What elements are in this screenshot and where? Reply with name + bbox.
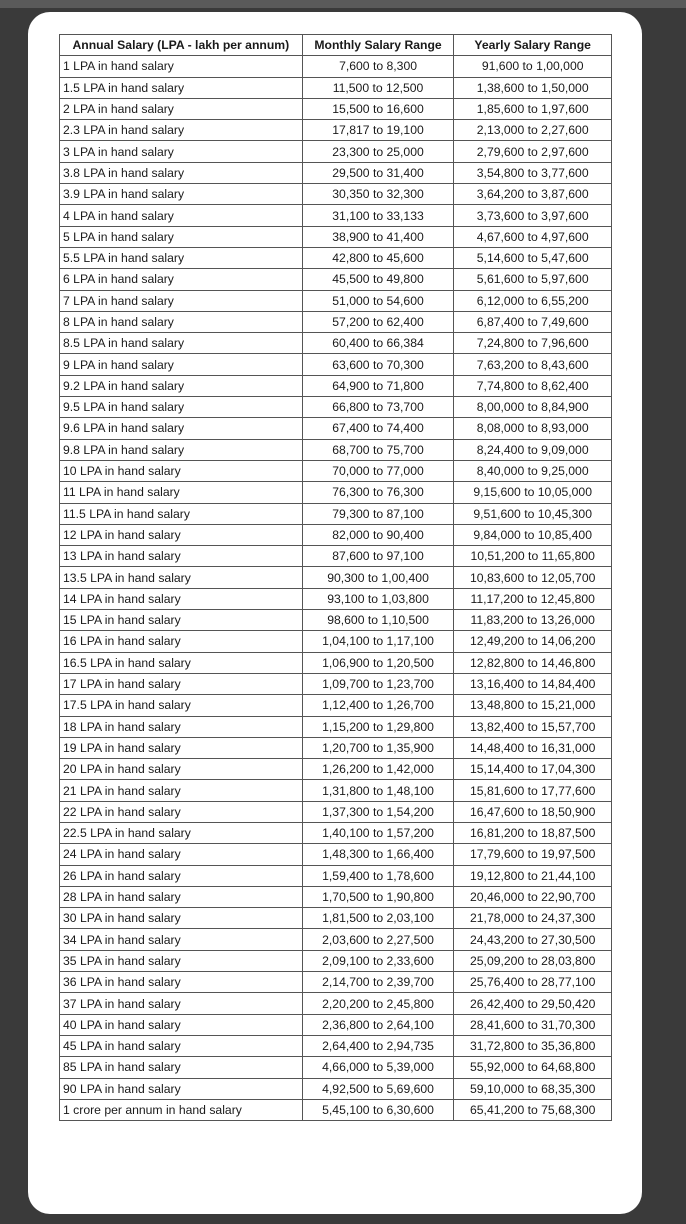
cell-monthly-range: 2,36,800 to 2,64,100 [302, 1014, 454, 1035]
table-row [60, 439, 612, 460]
top-strip [0, 0, 686, 8]
cell-yearly-range: 11,83,200 to 13,26,000 [454, 610, 612, 631]
cell-monthly-range: 2,14,700 to 2,39,700 [302, 972, 454, 993]
cell-monthly-range: 57,200 to 62,400 [302, 311, 454, 332]
cell-yearly-range: 31,72,800 to 35,36,800 [454, 1035, 612, 1056]
salary-table [59, 34, 612, 1121]
table-row [60, 610, 612, 631]
cell-annual-salary: 35 LPA in hand salary [60, 950, 303, 971]
table-row [60, 1078, 612, 1099]
table-row [60, 929, 612, 950]
cell-monthly-range: 1,09,700 to 1,23,700 [302, 673, 454, 694]
table-row [60, 460, 612, 481]
cell-annual-salary: 34 LPA in hand salary [60, 929, 303, 950]
cell-yearly-range: 3,64,200 to 3,87,600 [454, 184, 612, 205]
cell-yearly-range: 1,85,600 to 1,97,600 [454, 98, 612, 119]
table-row [60, 865, 612, 886]
cell-monthly-range: 1,15,200 to 1,29,800 [302, 716, 454, 737]
table-row [60, 972, 612, 993]
cell-monthly-range: 23,300 to 25,000 [302, 141, 454, 162]
cell-yearly-range: 8,00,000 to 8,84,900 [454, 397, 612, 418]
table-row [60, 886, 612, 907]
table-row [60, 120, 612, 141]
cell-annual-salary: 1.5 LPA in hand salary [60, 77, 303, 98]
cell-monthly-range: 93,100 to 1,03,800 [302, 588, 454, 609]
table-row [60, 247, 612, 268]
table-row [60, 737, 612, 758]
cell-monthly-range: 90,300 to 1,00,400 [302, 567, 454, 588]
cell-yearly-range: 59,10,000 to 68,35,300 [454, 1078, 612, 1099]
table-row [60, 950, 612, 971]
cell-yearly-range: 5,14,600 to 5,47,600 [454, 247, 612, 268]
cell-yearly-range: 13,16,400 to 14,84,400 [454, 673, 612, 694]
cell-annual-salary: 37 LPA in hand salary [60, 993, 303, 1014]
cell-yearly-range: 7,74,800 to 8,62,400 [454, 375, 612, 396]
cell-annual-salary: 9.2 LPA in hand salary [60, 375, 303, 396]
cell-monthly-range: 98,600 to 1,10,500 [302, 610, 454, 631]
cell-annual-salary: 13.5 LPA in hand salary [60, 567, 303, 588]
cell-annual-salary: 1 LPA in hand salary [60, 56, 303, 77]
cell-yearly-range: 10,51,200 to 11,65,800 [454, 546, 612, 567]
cell-annual-salary: 3 LPA in hand salary [60, 141, 303, 162]
table-row [60, 993, 612, 1014]
cell-monthly-range: 45,500 to 49,800 [302, 269, 454, 290]
cell-annual-salary: 17 LPA in hand salary [60, 673, 303, 694]
table-row [60, 1057, 612, 1078]
cell-monthly-range: 82,000 to 90,400 [302, 524, 454, 545]
cell-yearly-range: 9,15,600 to 10,05,000 [454, 482, 612, 503]
table-row [60, 98, 612, 119]
cell-annual-salary: 2 LPA in hand salary [60, 98, 303, 119]
cell-yearly-range: 8,40,000 to 9,25,000 [454, 460, 612, 481]
table-row [60, 716, 612, 737]
table-row [60, 205, 612, 226]
cell-yearly-range: 17,79,600 to 19,97,500 [454, 844, 612, 865]
cell-annual-salary: 5.5 LPA in hand salary [60, 247, 303, 268]
cell-annual-salary: 8.5 LPA in hand salary [60, 333, 303, 354]
cell-annual-salary: 22.5 LPA in hand salary [60, 822, 303, 843]
cell-yearly-range: 19,12,800 to 21,44,100 [454, 865, 612, 886]
cell-monthly-range: 1,04,100 to 1,17,100 [302, 631, 454, 652]
cell-annual-salary: 20 LPA in hand salary [60, 759, 303, 780]
cell-monthly-range: 1,81,500 to 2,03,100 [302, 908, 454, 929]
cell-yearly-range: 2,13,000 to 2,27,600 [454, 120, 612, 141]
cell-monthly-range: 2,64,400 to 2,94,735 [302, 1035, 454, 1056]
cell-annual-salary: 2.3 LPA in hand salary [60, 120, 303, 141]
table-row [60, 77, 612, 98]
cell-annual-salary: 9.8 LPA in hand salary [60, 439, 303, 460]
cell-annual-salary: 21 LPA in hand salary [60, 780, 303, 801]
cell-annual-salary: 6 LPA in hand salary [60, 269, 303, 290]
table-row [60, 524, 612, 545]
table-row [60, 397, 612, 418]
cell-annual-salary: 36 LPA in hand salary [60, 972, 303, 993]
header-monthly-range: Monthly Salary Range [302, 35, 454, 56]
cell-annual-salary: 16.5 LPA in hand salary [60, 652, 303, 673]
cell-yearly-range: 13,48,800 to 15,21,000 [454, 695, 612, 716]
table-row [60, 290, 612, 311]
cell-monthly-range: 7,600 to 8,300 [302, 56, 454, 77]
table-row [60, 822, 612, 843]
cell-monthly-range: 15,500 to 16,600 [302, 98, 454, 119]
cell-monthly-range: 87,600 to 97,100 [302, 546, 454, 567]
table-row [60, 1014, 612, 1035]
cell-monthly-range: 17,817 to 19,100 [302, 120, 454, 141]
cell-annual-salary: 13 LPA in hand salary [60, 546, 303, 567]
cell-annual-salary: 19 LPA in hand salary [60, 737, 303, 758]
cell-monthly-range: 63,600 to 70,300 [302, 354, 454, 375]
cell-yearly-range: 91,600 to 1,00,000 [454, 56, 612, 77]
cell-annual-salary: 30 LPA in hand salary [60, 908, 303, 929]
cell-annual-salary: 90 LPA in hand salary [60, 1078, 303, 1099]
cell-annual-salary: 9.6 LPA in hand salary [60, 418, 303, 439]
table-row [60, 418, 612, 439]
table-row [60, 482, 612, 503]
table-row [60, 311, 612, 332]
cell-annual-salary: 24 LPA in hand salary [60, 844, 303, 865]
cell-monthly-range: 42,800 to 45,600 [302, 247, 454, 268]
cell-monthly-range: 11,500 to 12,500 [302, 77, 454, 98]
cell-yearly-range: 11,17,200 to 12,45,800 [454, 588, 612, 609]
cell-yearly-range: 3,73,600 to 3,97,600 [454, 205, 612, 226]
cell-yearly-range: 5,61,600 to 5,97,600 [454, 269, 612, 290]
table-row [60, 759, 612, 780]
cell-annual-salary: 40 LPA in hand salary [60, 1014, 303, 1035]
table-row [60, 844, 612, 865]
cell-monthly-range: 67,400 to 74,400 [302, 418, 454, 439]
cell-yearly-range: 24,43,200 to 27,30,500 [454, 929, 612, 950]
table-row [60, 673, 612, 694]
cell-monthly-range: 30,350 to 32,300 [302, 184, 454, 205]
cell-yearly-range: 55,92,000 to 64,68,800 [454, 1057, 612, 1078]
cell-yearly-range: 28,41,600 to 31,70,300 [454, 1014, 612, 1035]
cell-yearly-range: 2,79,600 to 2,97,600 [454, 141, 612, 162]
cell-annual-salary: 3.9 LPA in hand salary [60, 184, 303, 205]
cell-monthly-range: 1,48,300 to 1,66,400 [302, 844, 454, 865]
cell-yearly-range: 1,38,600 to 1,50,000 [454, 77, 612, 98]
cell-yearly-range: 10,83,600 to 12,05,700 [454, 567, 612, 588]
cell-annual-salary: 10 LPA in hand salary [60, 460, 303, 481]
cell-monthly-range: 66,800 to 73,700 [302, 397, 454, 418]
table-row [60, 56, 612, 77]
cell-yearly-range: 25,76,400 to 28,77,100 [454, 972, 612, 993]
cell-yearly-range: 12,82,800 to 14,46,800 [454, 652, 612, 673]
cell-monthly-range: 1,37,300 to 1,54,200 [302, 801, 454, 822]
cell-monthly-range: 31,100 to 33,133 [302, 205, 454, 226]
cell-monthly-range: 1,40,100 to 1,57,200 [302, 822, 454, 843]
cell-yearly-range: 9,51,600 to 10,45,300 [454, 503, 612, 524]
cell-yearly-range: 7,63,200 to 8,43,600 [454, 354, 612, 375]
cell-yearly-range: 6,87,400 to 7,49,600 [454, 311, 612, 332]
table-row [60, 631, 612, 652]
cell-yearly-range: 16,81,200 to 18,87,500 [454, 822, 612, 843]
cell-annual-salary: 12 LPA in hand salary [60, 524, 303, 545]
cell-yearly-range: 15,81,600 to 17,77,600 [454, 780, 612, 801]
cell-yearly-range: 14,48,400 to 16,31,000 [454, 737, 612, 758]
cell-monthly-range: 1,20,700 to 1,35,900 [302, 737, 454, 758]
cell-annual-salary: 5 LPA in hand salary [60, 226, 303, 247]
cell-monthly-range: 51,000 to 54,600 [302, 290, 454, 311]
cell-yearly-range: 6,12,000 to 6,55,200 [454, 290, 612, 311]
table-row [60, 588, 612, 609]
cell-annual-salary: 85 LPA in hand salary [60, 1057, 303, 1078]
cell-yearly-range: 21,78,000 to 24,37,300 [454, 908, 612, 929]
cell-annual-salary: 18 LPA in hand salary [60, 716, 303, 737]
table-row [60, 652, 612, 673]
cell-annual-salary: 3.8 LPA in hand salary [60, 162, 303, 183]
cell-monthly-range: 29,500 to 31,400 [302, 162, 454, 183]
cell-annual-salary: 28 LPA in hand salary [60, 886, 303, 907]
cell-annual-salary: 22 LPA in hand salary [60, 801, 303, 822]
cell-yearly-range: 8,24,400 to 9,09,000 [454, 439, 612, 460]
cell-monthly-range: 79,300 to 87,100 [302, 503, 454, 524]
cell-monthly-range: 2,03,600 to 2,27,500 [302, 929, 454, 950]
cell-annual-salary: 26 LPA in hand salary [60, 865, 303, 886]
table-row [60, 269, 612, 290]
cell-yearly-range: 15,14,400 to 17,04,300 [454, 759, 612, 780]
cell-yearly-range: 9,84,000 to 10,85,400 [454, 524, 612, 545]
table-row [60, 908, 612, 929]
cell-annual-salary: 16 LPA in hand salary [60, 631, 303, 652]
cell-annual-salary: 11 LPA in hand salary [60, 482, 303, 503]
cell-annual-salary: 14 LPA in hand salary [60, 588, 303, 609]
cell-annual-salary: 45 LPA in hand salary [60, 1035, 303, 1056]
cell-monthly-range: 76,300 to 76,300 [302, 482, 454, 503]
cell-annual-salary: 9 LPA in hand salary [60, 354, 303, 375]
cell-monthly-range: 1,12,400 to 1,26,700 [302, 695, 454, 716]
table-row [60, 162, 612, 183]
cell-monthly-range: 1,26,200 to 1,42,000 [302, 759, 454, 780]
cell-yearly-range: 26,42,400 to 29,50,420 [454, 993, 612, 1014]
table-row [60, 567, 612, 588]
cell-monthly-range: 2,09,100 to 2,33,600 [302, 950, 454, 971]
table-row [60, 695, 612, 716]
table-row [60, 503, 612, 524]
cell-annual-salary: 17.5 LPA in hand salary [60, 695, 303, 716]
cell-annual-salary: 1 crore per annum in hand salary [60, 1099, 303, 1120]
cell-yearly-range: 16,47,600 to 18,50,900 [454, 801, 612, 822]
cell-yearly-range: 7,24,800 to 7,96,600 [454, 333, 612, 354]
table-header-row [60, 35, 612, 56]
table-row [60, 375, 612, 396]
cell-monthly-range: 1,59,400 to 1,78,600 [302, 865, 454, 886]
cell-monthly-range: 2,20,200 to 2,45,800 [302, 993, 454, 1014]
cell-yearly-range: 8,08,000 to 8,93,000 [454, 418, 612, 439]
table-row [60, 1099, 612, 1120]
table-row [60, 333, 612, 354]
cell-annual-salary: 11.5 LPA in hand salary [60, 503, 303, 524]
cell-monthly-range: 5,45,100 to 6,30,600 [302, 1099, 454, 1120]
table-row [60, 184, 612, 205]
cell-annual-salary: 4 LPA in hand salary [60, 205, 303, 226]
cell-monthly-range: 1,31,800 to 1,48,100 [302, 780, 454, 801]
cell-monthly-range: 70,000 to 77,000 [302, 460, 454, 481]
cell-yearly-range: 65,41,200 to 75,68,300 [454, 1099, 612, 1120]
cell-monthly-range: 60,400 to 66,384 [302, 333, 454, 354]
cell-monthly-range: 4,66,000 to 5,39,000 [302, 1057, 454, 1078]
cell-annual-salary: 8 LPA in hand salary [60, 311, 303, 332]
table-row [60, 226, 612, 247]
cell-yearly-range: 4,67,600 to 4,97,600 [454, 226, 612, 247]
cell-yearly-range: 13,82,400 to 15,57,700 [454, 716, 612, 737]
cell-monthly-range: 1,70,500 to 1,90,800 [302, 886, 454, 907]
table-row [60, 354, 612, 375]
table-row [60, 801, 612, 822]
header-annual-salary: Annual Salary (LPA - lakh per annum) [60, 35, 303, 56]
table-row [60, 546, 612, 567]
cell-monthly-range: 38,900 to 41,400 [302, 226, 454, 247]
cell-annual-salary: 9.5 LPA in hand salary [60, 397, 303, 418]
cell-monthly-range: 64,900 to 71,800 [302, 375, 454, 396]
table-body [60, 56, 612, 1121]
cell-yearly-range: 12,49,200 to 14,06,200 [454, 631, 612, 652]
cell-yearly-range: 3,54,800 to 3,77,600 [454, 162, 612, 183]
cell-annual-salary: 15 LPA in hand salary [60, 610, 303, 631]
table-row [60, 780, 612, 801]
cell-monthly-range: 1,06,900 to 1,20,500 [302, 652, 454, 673]
cell-monthly-range: 4,92,500 to 5,69,600 [302, 1078, 454, 1099]
cell-yearly-range: 25,09,200 to 28,03,800 [454, 950, 612, 971]
cell-yearly-range: 20,46,000 to 22,90,700 [454, 886, 612, 907]
header-yearly-range: Yearly Salary Range [454, 35, 612, 56]
table-row [60, 1035, 612, 1056]
cell-annual-salary: 7 LPA in hand salary [60, 290, 303, 311]
cell-monthly-range: 68,700 to 75,700 [302, 439, 454, 460]
table-row [60, 141, 612, 162]
